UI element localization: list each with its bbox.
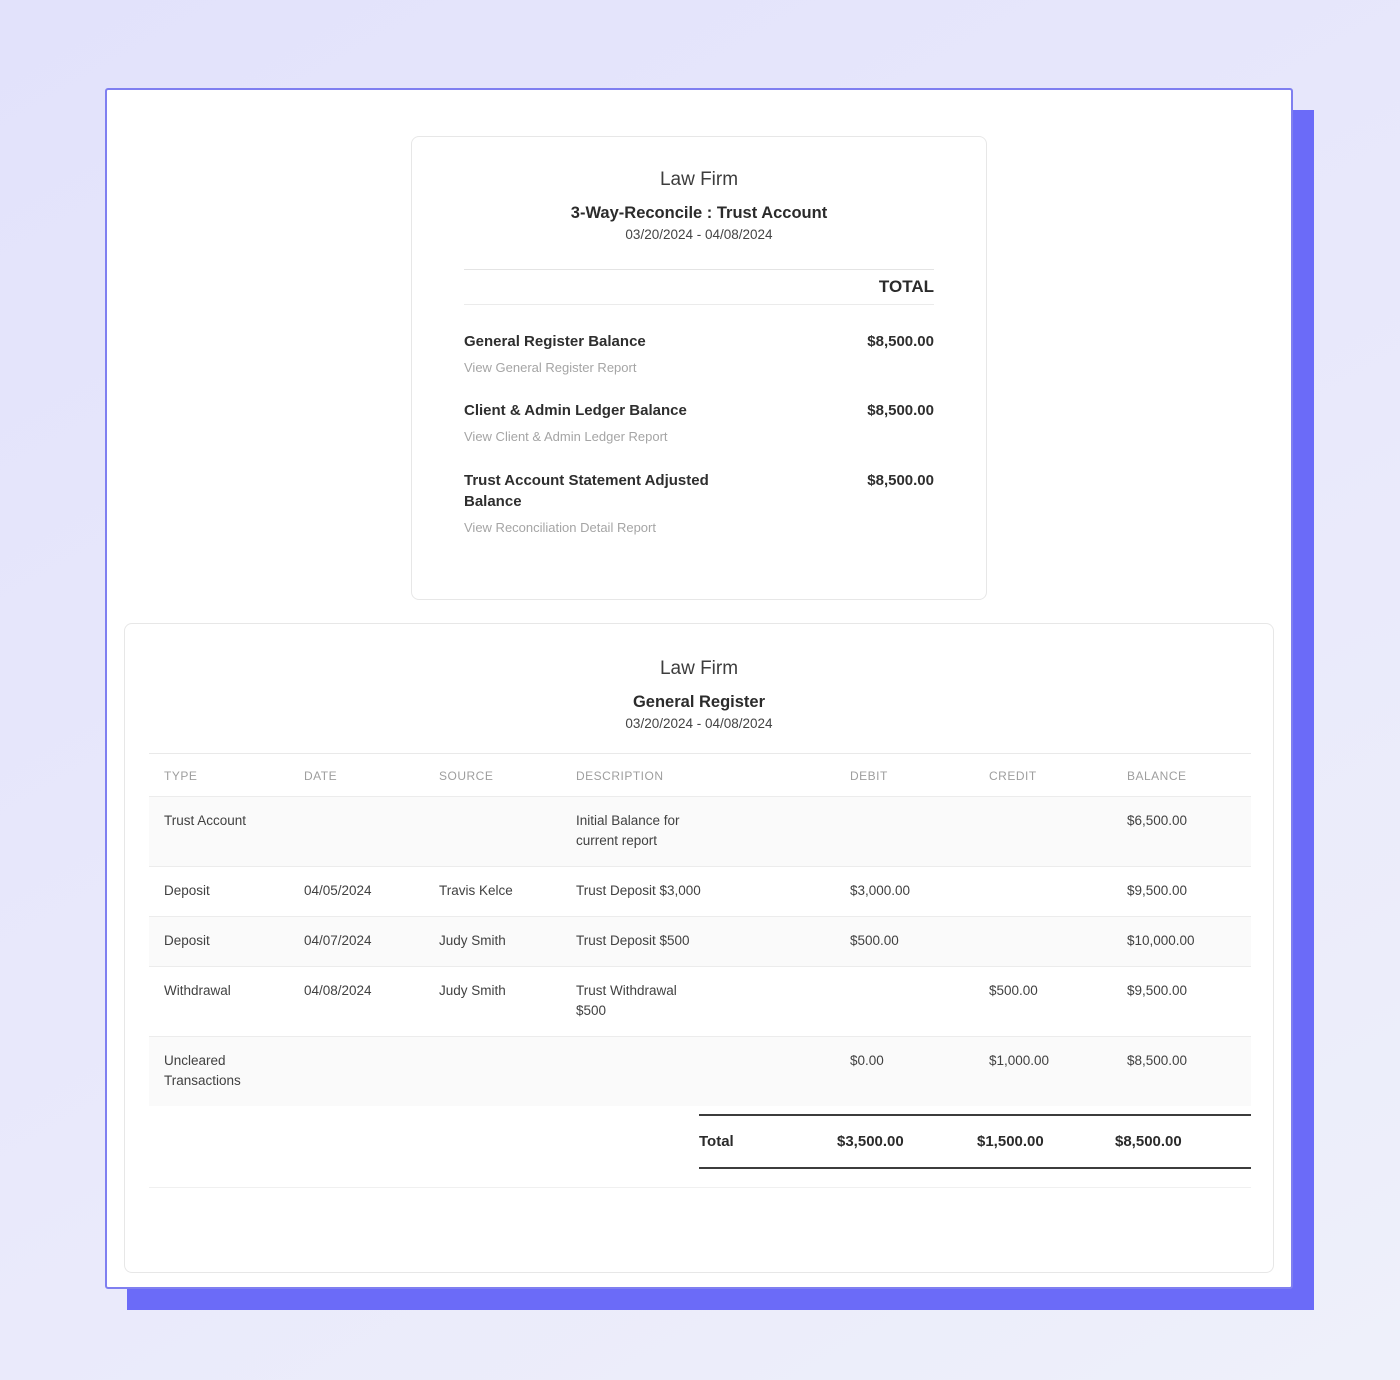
cell-date: 04/08/2024 xyxy=(304,983,372,998)
cell-description: Trust Withdrawal $500 xyxy=(576,983,677,1018)
table-header-row xyxy=(149,754,1251,797)
cell-debit xyxy=(835,967,974,1037)
general-register-balance-row xyxy=(464,331,934,377)
main-panel xyxy=(105,88,1293,1289)
total-balance: $8,500.00 xyxy=(1115,1133,1182,1150)
client-admin-ledger-balance-row xyxy=(464,400,934,446)
cell-balance: $6,500.00 xyxy=(1127,813,1188,828)
column-header-source: SOURCE xyxy=(439,769,494,783)
cell-type: Trust Account xyxy=(164,813,247,828)
table-row xyxy=(149,967,1251,1037)
column-header-type: TYPE xyxy=(164,769,198,783)
cell-description xyxy=(561,1037,835,1107)
view-client-admin-ledger-report-link[interactable]: View Client & Admin Ledger Report xyxy=(464,429,668,444)
cell-source: Travis Kelce xyxy=(439,883,513,898)
cell-balance: $10,000.00 xyxy=(1127,933,1195,948)
cell-description: Trust Deposit $500 xyxy=(576,933,690,948)
cell-credit xyxy=(974,917,1112,967)
cell-balance: $8,500.00 xyxy=(1127,1053,1188,1068)
balance-label: General Register Balance xyxy=(464,333,646,350)
view-reconciliation-detail-report-link[interactable]: View Reconciliation Detail Report xyxy=(464,520,656,535)
cell-description: Initial Balance for current report xyxy=(576,813,680,848)
cell-type: Deposit xyxy=(164,883,210,898)
cell-date: 04/07/2024 xyxy=(304,933,372,948)
trust-statement-adjusted-balance-row xyxy=(464,470,934,537)
general-register-table xyxy=(149,753,1251,1106)
column-header-balance: BALANCE xyxy=(1127,769,1187,783)
table-row xyxy=(149,1037,1251,1107)
total-label: Total xyxy=(699,1133,734,1150)
divider xyxy=(464,304,934,305)
cell-date xyxy=(289,797,424,867)
cell-source xyxy=(424,1037,561,1107)
reconcile-summary-card xyxy=(411,136,987,600)
column-header-description: DESCRIPTION xyxy=(576,769,664,783)
total-column-header: TOTAL xyxy=(878,277,934,296)
cell-type: Withdrawal xyxy=(164,983,231,998)
table-total-section xyxy=(699,1114,1251,1169)
total-row xyxy=(699,1114,1251,1169)
cell-credit: $1,000.00 xyxy=(989,1053,1050,1068)
table-row xyxy=(149,917,1251,967)
table-row xyxy=(149,867,1251,917)
general-register-card xyxy=(124,623,1274,1273)
cell-description: Trust Deposit $3,000 xyxy=(576,883,701,898)
cell-date: 04/05/2024 xyxy=(304,883,372,898)
cell-date xyxy=(289,1037,424,1107)
cell-type: Deposit xyxy=(164,933,210,948)
balance-amount: $8,500.00 xyxy=(867,472,934,489)
cell-debit xyxy=(835,797,974,867)
register-card-title: General Register xyxy=(632,693,766,711)
total-credit: $1,500.00 xyxy=(977,1133,1044,1150)
balance-amount: $8,500.00 xyxy=(867,402,934,419)
view-general-register-report-link[interactable]: View General Register Report xyxy=(464,360,637,375)
column-header-debit: DEBIT xyxy=(850,769,888,783)
cell-balance: $9,500.00 xyxy=(1127,883,1188,898)
cell-credit xyxy=(974,867,1112,917)
cell-debit: $500.00 xyxy=(850,933,899,948)
cell-balance: $9,500.00 xyxy=(1127,983,1188,998)
column-header-date: DATE xyxy=(304,769,338,783)
divider xyxy=(149,1187,1251,1188)
cell-debit: $0.00 xyxy=(850,1053,884,1068)
balance-label: Trust Account Statement Adjusted Balance xyxy=(464,472,709,510)
firm-name: Law Firm xyxy=(659,169,739,190)
reconcile-date-range: 03/20/2024 - 04/08/2024 xyxy=(625,227,773,242)
column-header-credit: CREDIT xyxy=(989,769,1037,783)
cell-credit: $500.00 xyxy=(989,983,1038,998)
register-date-range: 03/20/2024 - 04/08/2024 xyxy=(625,716,773,731)
cell-type: Uncleared Transactions xyxy=(164,1053,241,1088)
cell-source xyxy=(424,797,561,867)
balance-amount: $8,500.00 xyxy=(867,333,934,350)
cell-source: Judy Smith xyxy=(439,933,506,948)
reconcile-card-title: 3-Way-Reconcile : Trust Account xyxy=(570,204,828,222)
balance-label: Client & Admin Ledger Balance xyxy=(464,402,687,419)
cell-source: Judy Smith xyxy=(439,983,506,998)
cell-debit: $3,000.00 xyxy=(850,883,911,898)
total-debit: $3,500.00 xyxy=(837,1133,904,1150)
table-row xyxy=(149,797,1251,867)
firm-name: Law Firm xyxy=(659,658,739,679)
cell-credit xyxy=(974,797,1112,867)
